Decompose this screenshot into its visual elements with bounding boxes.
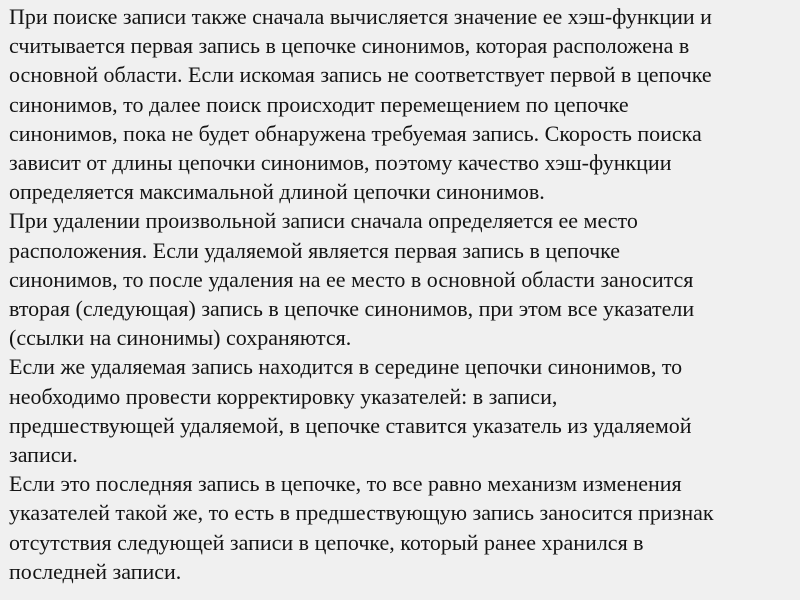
body-text — [9, 2, 794, 586]
paragraph-search: При поиске записи также сначала вычисляется значение ее хэш-функции и считывается первая запись в цепочке синонимов, которая расположена в основной области. Если искомая запись не соответствует первой в цепочке синонимов, то далее поиск происходит перемещением по цепочке синонимов, пока не будет обнаружена требуемая запись. Скорость поиска зависит от длины цепочки синонимов, поэтому качество хэш-функции определяется максимальной длиной цепочки синонимов. — [9, 4, 712, 205]
paragraph-delete-middle: Если же удаляемая запись находится в середине цепочки синонимов, то необходимо провести корректировку указателей: в записи, предшествующей удаляемой, в цепочке ставится указатель из удаляемой записи. — [9, 354, 692, 468]
paragraph-delete: При удалении произвольной записи сначала определяется ее место расположения. Если удаляемой является первая запись в цепочке синонимов, то после удаления на ее место в основной области заносится вторая (следующая) запись в цепочке синонимов, при этом все указатели (ссылки на синонимы) сохраняются. — [9, 208, 695, 351]
paragraph-delete-last: Если это последняя запись в цепочке, то все равно механизм изменения указателей такой же, то есть в предшествующую запись заносится признак отсутствия следующей записи в цепочке, который ранее хранился в последней записи. — [9, 471, 714, 584]
